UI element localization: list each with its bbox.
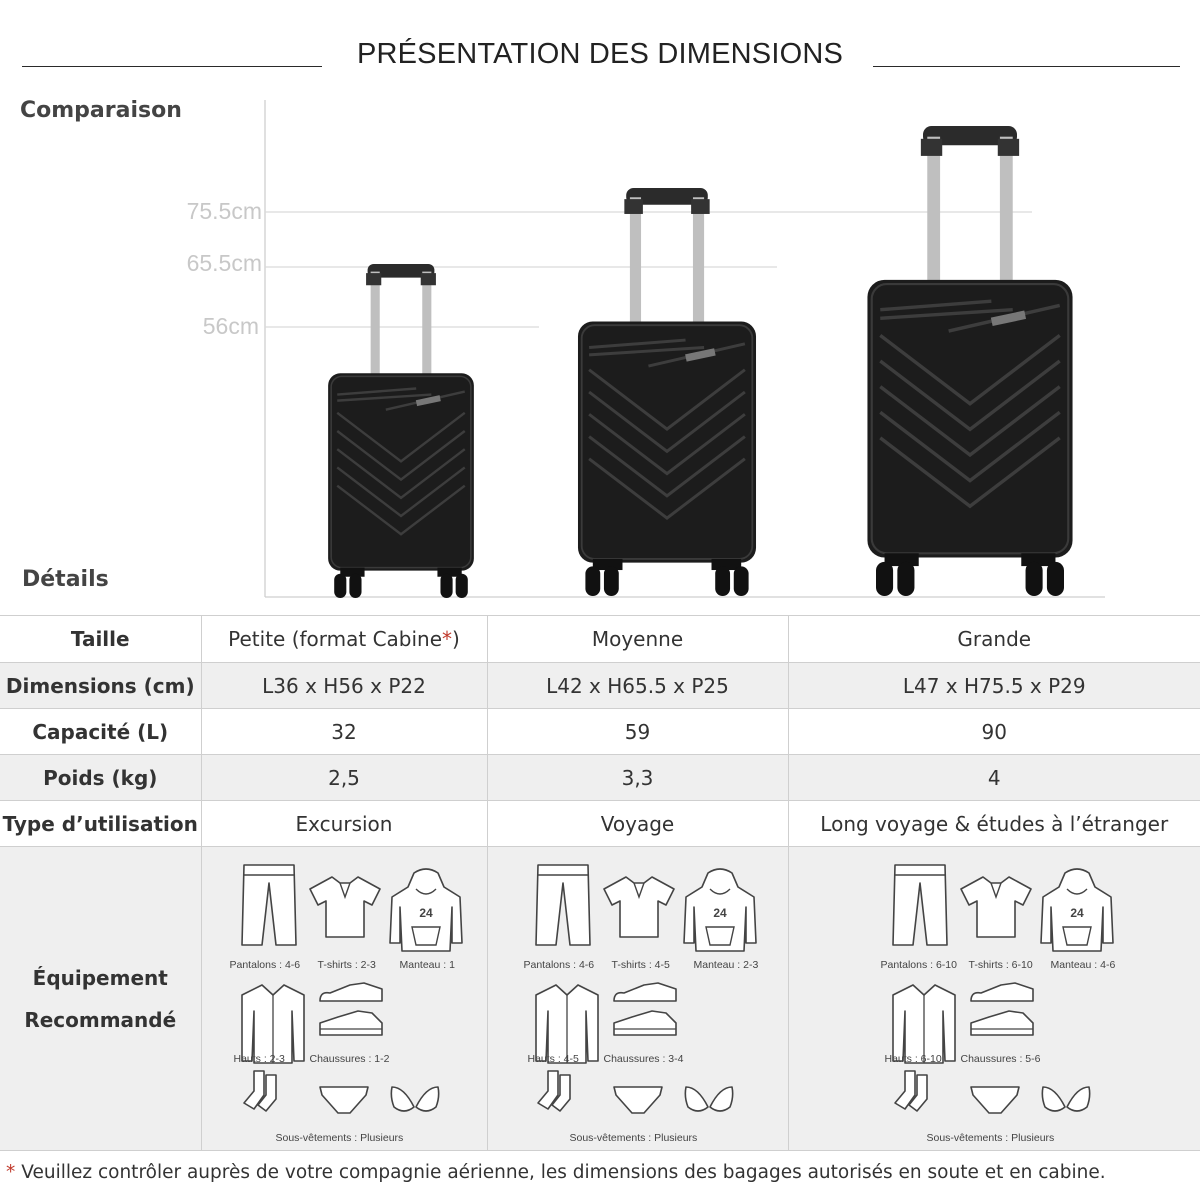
close-paren: ): [452, 627, 460, 651]
page-title: PRÉSENTATION DES DIMENSIONS: [356, 38, 844, 70]
row-label: Capacité (L): [0, 709, 201, 755]
bra-icon: [390, 1081, 440, 1120]
underwear-caption: Sous-vêtements : Plusieurs: [569, 1131, 698, 1144]
pants-caption: Pantalons : 4-6: [523, 958, 595, 971]
table-row: [0, 709, 1200, 755]
table-cell: L47 x H75.5 x P29: [788, 663, 1200, 709]
table-cell: L36 x H56 x P22: [201, 663, 487, 709]
tshirts-caption: T-shirts : 6-10: [968, 958, 1033, 971]
equipment-label-line2: Recommandé: [24, 1007, 177, 1032]
equipment-icons: [789, 849, 1200, 1149]
table-cell: Long voyage & études à l’étranger: [788, 801, 1200, 847]
coat-caption: Manteau : 1: [399, 958, 455, 971]
suitcase-medium-image: [578, 188, 756, 596]
pants-icon: [532, 861, 594, 952]
table-cell: Voyage: [487, 801, 788, 847]
details-table: [0, 615, 1200, 1151]
hoodie-icon: [680, 867, 760, 958]
hoodie-number: 24: [712, 905, 727, 920]
table-row-equipment: [0, 847, 1200, 1151]
suitcase-large-image: [867, 126, 1072, 596]
tshirt-icon: [600, 873, 678, 946]
footnote-text: Veuillez contrôler auprès de votre compagnie aérienne, les dimensions des bagages autorisés en soute et en cabine.: [21, 1162, 1106, 1183]
table-cell: 2,5: [201, 755, 487, 801]
tshirt-icon: [957, 873, 1035, 946]
coat-caption: Manteau : 2-3: [693, 958, 759, 971]
underwear-icon: [612, 1083, 664, 1122]
bra-icon: [1041, 1081, 1091, 1120]
section-details-label: Détails: [22, 567, 109, 592]
table-row: [0, 801, 1200, 847]
table-row: [0, 663, 1200, 709]
pants-icon: [238, 861, 300, 952]
underwear-caption: Sous-vêtements : Plusieurs: [926, 1131, 1055, 1144]
header-rule-left: [22, 66, 322, 67]
height-label-small: 56cm: [202, 313, 259, 339]
underwear-icon: [318, 1083, 370, 1122]
size-medium: Moyenne: [487, 616, 788, 663]
table-cell: 3,3: [487, 755, 788, 801]
hoodie-number: 24: [418, 905, 433, 920]
table-cell: 59: [487, 709, 788, 755]
pants-caption: Pantalons : 6-10: [880, 958, 957, 971]
table-cell: 90: [788, 709, 1200, 755]
hoodie-number: 24: [1069, 905, 1084, 920]
tops-caption: Hauts : 6-10: [884, 1052, 942, 1065]
socks-icon: [534, 1069, 578, 1118]
coat-caption: Manteau : 4-6: [1050, 958, 1116, 971]
size-large: Grande: [788, 616, 1200, 663]
equipment-cell-medium: [487, 847, 788, 1151]
header-rule-right: [873, 66, 1180, 67]
pants-caption: Pantalons : 4-6: [229, 958, 301, 971]
tshirts-caption: T-shirts : 2-3: [317, 958, 376, 971]
row-label: Taille: [0, 616, 201, 663]
underwear-icon: [969, 1083, 1021, 1122]
tshirts-caption: T-shirts : 4-5: [611, 958, 670, 971]
row-label: Type d’utilisation: [0, 801, 201, 847]
underwear-caption: Sous-vêtements : Plusieurs: [275, 1131, 404, 1144]
equipment-icons: [202, 849, 487, 1149]
section-comparison-label: Comparaison: [20, 98, 182, 123]
table-cell: L42 x H65.5 x P25: [487, 663, 788, 709]
footnote: [6, 1162, 1106, 1183]
equipment-label: [0, 847, 201, 1151]
table-cell: 32: [201, 709, 487, 755]
size-comparison: [0, 90, 1200, 610]
shoes-icon: [610, 979, 680, 1046]
equipment-label-line1: Équipement: [32, 965, 168, 990]
shoes-icon: [967, 979, 1037, 1046]
shoes-caption: Chaussures : 5-6: [960, 1052, 1041, 1065]
shoes-caption: Chaussures : 3-4: [603, 1052, 684, 1065]
table-row: [0, 755, 1200, 801]
tshirt-icon: [306, 873, 384, 946]
footnote-asterisk: *: [6, 1162, 16, 1183]
shoes-icon: [316, 979, 386, 1046]
asterisk-mark: *: [442, 627, 453, 651]
bra-icon: [684, 1081, 734, 1120]
tops-caption: Hauts : 2-3: [233, 1052, 285, 1065]
equipment-cell-large: [788, 847, 1200, 1151]
hoodie-icon: [1037, 867, 1117, 958]
socks-icon: [891, 1069, 935, 1118]
table-row: [0, 616, 1200, 663]
size-small-label: Petite (format Cabine: [228, 627, 443, 651]
table-cell: Excursion: [201, 801, 487, 847]
shoes-caption: Chaussures : 1-2: [309, 1052, 390, 1065]
equipment-cell-small: [201, 847, 487, 1151]
size-small: [201, 616, 487, 663]
suitcase-small-image: [328, 264, 474, 598]
row-label: Poids (kg): [0, 755, 201, 801]
table-cell: 4: [788, 755, 1200, 801]
socks-icon: [240, 1069, 284, 1118]
pants-icon: [889, 861, 951, 952]
hoodie-icon: [386, 867, 466, 958]
row-label: Dimensions (cm): [0, 663, 201, 709]
height-label-large: 75.5cm: [186, 198, 262, 224]
tops-caption: Hauts : 4-5: [527, 1052, 579, 1065]
height-label-medium: 65.5cm: [186, 250, 262, 276]
equipment-icons: [488, 849, 788, 1149]
